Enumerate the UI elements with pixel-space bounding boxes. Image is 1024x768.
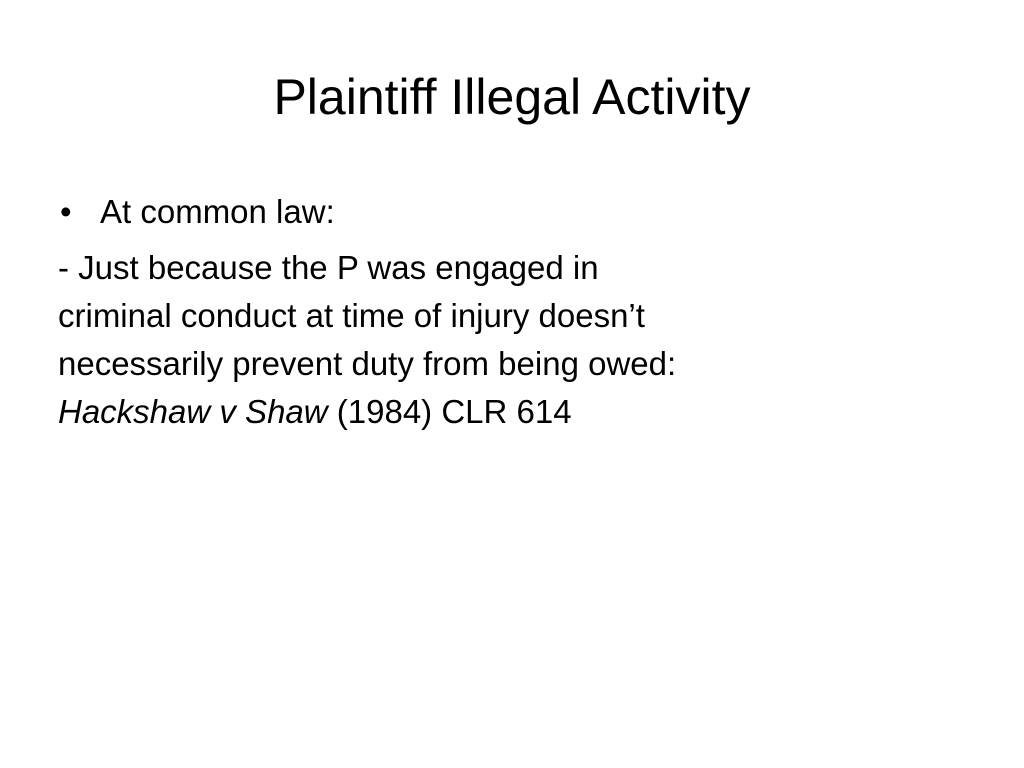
bullet-glyph: • [60, 193, 72, 230]
citation-case-name: Hackshaw v Shaw [58, 393, 328, 430]
slide-title: Plaintiff Illegal Activity [273, 69, 751, 125]
dash-line-1: - Just because the P was engaged in [58, 249, 599, 286]
slide-body [58, 188, 978, 436]
dash-paragraph [58, 244, 978, 436]
bullet-item [58, 188, 978, 236]
dash-line-3: necessarily prevent duty from being owed: [58, 345, 677, 382]
citation-reference: (1984) CLR 614 [327, 393, 572, 430]
citation-line [58, 388, 978, 436]
dash-line-2: criminal conduct at time of injury doesn’t [58, 297, 645, 334]
bullet-text: At common law: [100, 193, 335, 230]
